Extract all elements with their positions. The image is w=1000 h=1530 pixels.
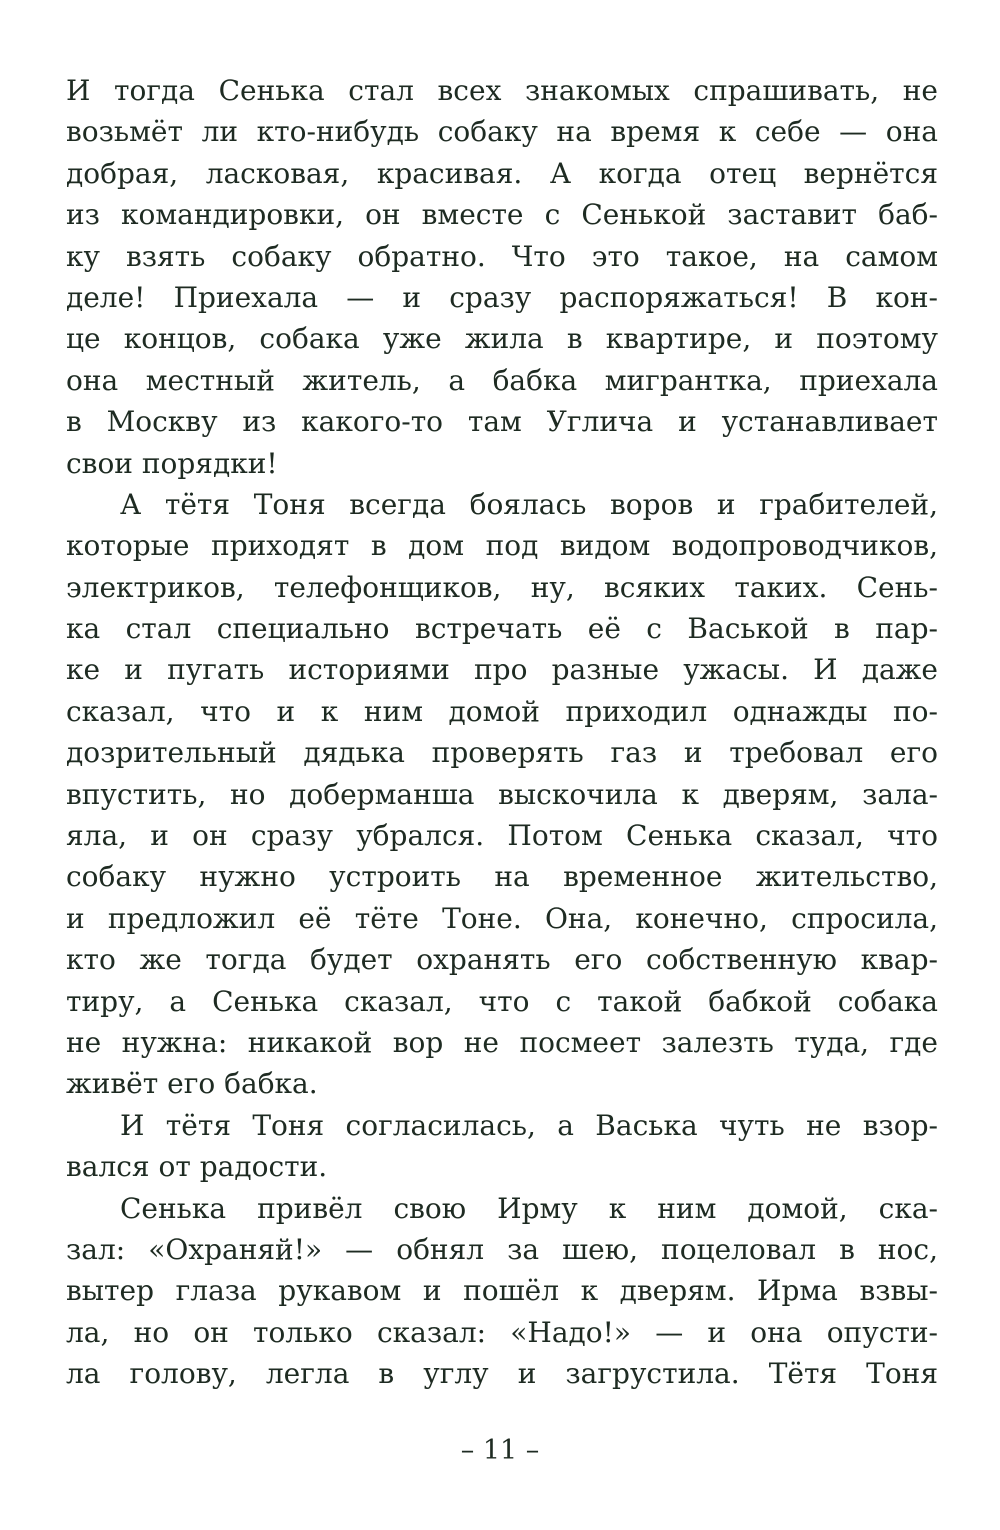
paragraph xyxy=(66,1105,938,1188)
text-line: в Москву из какого-то там Углича и устанавливает xyxy=(66,405,938,439)
paragraph xyxy=(66,1188,938,1395)
text-line: добрая, ласковая, красивая. А когда отец вернётся xyxy=(66,156,938,190)
text-line: из командировки, он вместе с Сенькой заставит баб- xyxy=(66,198,938,232)
text-line: которые приходят в дом под видом водопроводчиков, xyxy=(66,529,938,563)
text-line: це концов, собака уже жила в квартире, и поэтому xyxy=(66,322,938,356)
text-line: дозрительный дядька проверять газ и требовал его xyxy=(66,736,938,770)
text-line: не нужна: никакой вор не посмеет залезть туда, где xyxy=(66,1025,938,1059)
text-line: зал: «Охраняй!» — обнял за шею, поцеловал в нос, xyxy=(66,1232,938,1266)
text-line: вался от радости. xyxy=(66,1150,328,1184)
text-line: сказал, что и к ним домой приходил однажды по- xyxy=(66,694,938,728)
text-line: И тётя Тоня согласилась, а Васька чуть не взор- xyxy=(120,1108,938,1142)
text-line: впустить, но доберманша выскочила к дверям, зала- xyxy=(66,777,938,811)
text-line: свои порядки! xyxy=(66,446,278,480)
text-line: возьмёт ли кто-нибудь собаку на время к себе — она xyxy=(66,115,938,149)
text-line: тиру, а Сенька сказал, что с такой бабкой собака xyxy=(66,984,938,1018)
text-line: А тётя Тоня всегда боялась воров и грабителей, xyxy=(120,487,938,521)
paragraph xyxy=(66,484,938,1105)
text-line: ке и пугать историями про разные ужасы. И даже xyxy=(66,653,938,687)
text-line: Сенька привёл свою Ирму к ним домой, ска- xyxy=(120,1191,938,1225)
text-line: кто же тогда будет охранять его собственную квар- xyxy=(66,943,938,977)
text-line: и предложил её тёте Тоне. Она, конечно, спросила, xyxy=(66,901,938,935)
paragraph xyxy=(66,70,938,484)
text-line: ла голову, легла в углу и загрустила. Тётя Тоня xyxy=(66,1357,938,1391)
text-line: ка стал специально встречать её с Васькой в пар- xyxy=(66,612,938,646)
text-line: собаку нужно устроить на временное жительство, xyxy=(66,860,938,894)
page-number: – 11 – xyxy=(460,1435,540,1466)
text-line: ку взять собаку обратно. Что это такое, на самом xyxy=(66,239,938,273)
text-line: И тогда Сенька стал всех знакомых спрашивать, не xyxy=(66,74,938,107)
text-line: ла, но он только сказал: «Надо!» — и она опусти- xyxy=(66,1315,938,1349)
text-line: яла, и он сразу убрался. Потом Сенька сказал, что xyxy=(66,819,938,853)
text-line: вытер глаза рукавом и пошёл к дверям. Ирма взвы- xyxy=(66,1274,938,1308)
text-line: деле! Приехала — и сразу распоряжаться! В кон- xyxy=(66,280,938,314)
text-line: живёт его бабка. xyxy=(66,1067,318,1101)
text-line: она местный житель, а бабка мигрантка, приехала xyxy=(66,363,938,397)
body-text xyxy=(66,70,938,1395)
text-line: электриков, телефонщиков, ну, всяких таких. Сень- xyxy=(66,570,938,604)
